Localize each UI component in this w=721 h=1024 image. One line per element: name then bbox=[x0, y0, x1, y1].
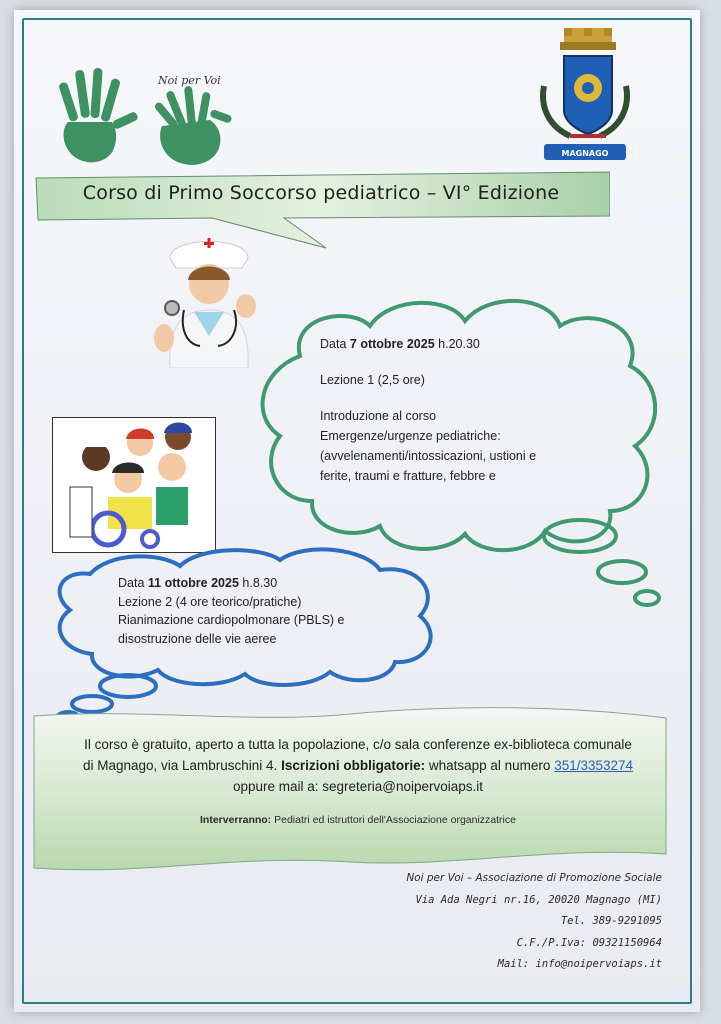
footer-contacts bbox=[330, 868, 662, 976]
association-signature: Noi per Voi bbox=[158, 74, 221, 87]
lesson1-topic: ferite, traumi e fratture, febbre e bbox=[320, 469, 496, 483]
lesson1-topic: Emergenze/urgenze pediatriche: bbox=[320, 429, 501, 443]
lesson2-topic: Rianimazione cardiopolmonare (PBLS) e bbox=[118, 613, 345, 627]
info-paragraph bbox=[44, 734, 672, 797]
lesson1-date: Data 7 ottobre 2025 h.20.30 bbox=[320, 337, 480, 351]
footer-address: Via Ada Negri nr.16, 20020 Magnago (MI) bbox=[415, 893, 662, 906]
speakers-line: Interverranno: Pediatri ed istruttori dell'Associazione organizzatrice bbox=[200, 814, 516, 826]
lesson2-title: Lezione 2 (4 ore teorico/pratiche) bbox=[118, 594, 302, 609]
page-title: Corso di Primo Soccorso pediatrico – VI° Edizione bbox=[82, 182, 560, 204]
phone-link[interactable]: 351/3353274 bbox=[554, 758, 634, 773]
info-line3: oppure mail a: segreteria@noipervoiaps.it bbox=[232, 779, 484, 794]
footer-tel: Tel. 389-9291095 bbox=[560, 915, 662, 927]
lesson1-topic: (avvelenamenti/intossicazioni, ustioni e bbox=[320, 449, 537, 463]
coat-of-arms-icon bbox=[530, 26, 640, 168]
info-line1: Il corso è gratuito, aperto a tutta la popolazione, c/o sala conferenze ex-biblioteca comunale bbox=[84, 737, 632, 752]
footer-association: Noi per Voi – Associazione di Promozione Sociale bbox=[406, 872, 662, 884]
footer-vat: C.F./P.Iva: 09321150964 bbox=[516, 936, 662, 949]
lesson2-topic: disostruzione delle vie aeree bbox=[118, 631, 277, 646]
title-banner-shape bbox=[26, 166, 610, 254]
footer-mail: Mail: info@noipervoiaps.it bbox=[497, 958, 662, 970]
lesson1-title: Lezione 1 (2,5 ore) bbox=[320, 373, 425, 387]
lesson2-details bbox=[118, 574, 378, 648]
lesson1-details bbox=[320, 334, 630, 486]
municipality-name: MAGNAGO bbox=[561, 149, 609, 158]
lesson2-date: Data 11 ottobre 2025 h.8.30 bbox=[118, 576, 278, 590]
info-line2: di Magnago, via Lambruschini 4. Iscrizioni obbligatorie: whatsapp al numero 351/3353274 bbox=[82, 758, 634, 773]
lesson1-topic: Introduzione al corso bbox=[320, 409, 437, 423]
children-group-icon bbox=[52, 417, 216, 553]
